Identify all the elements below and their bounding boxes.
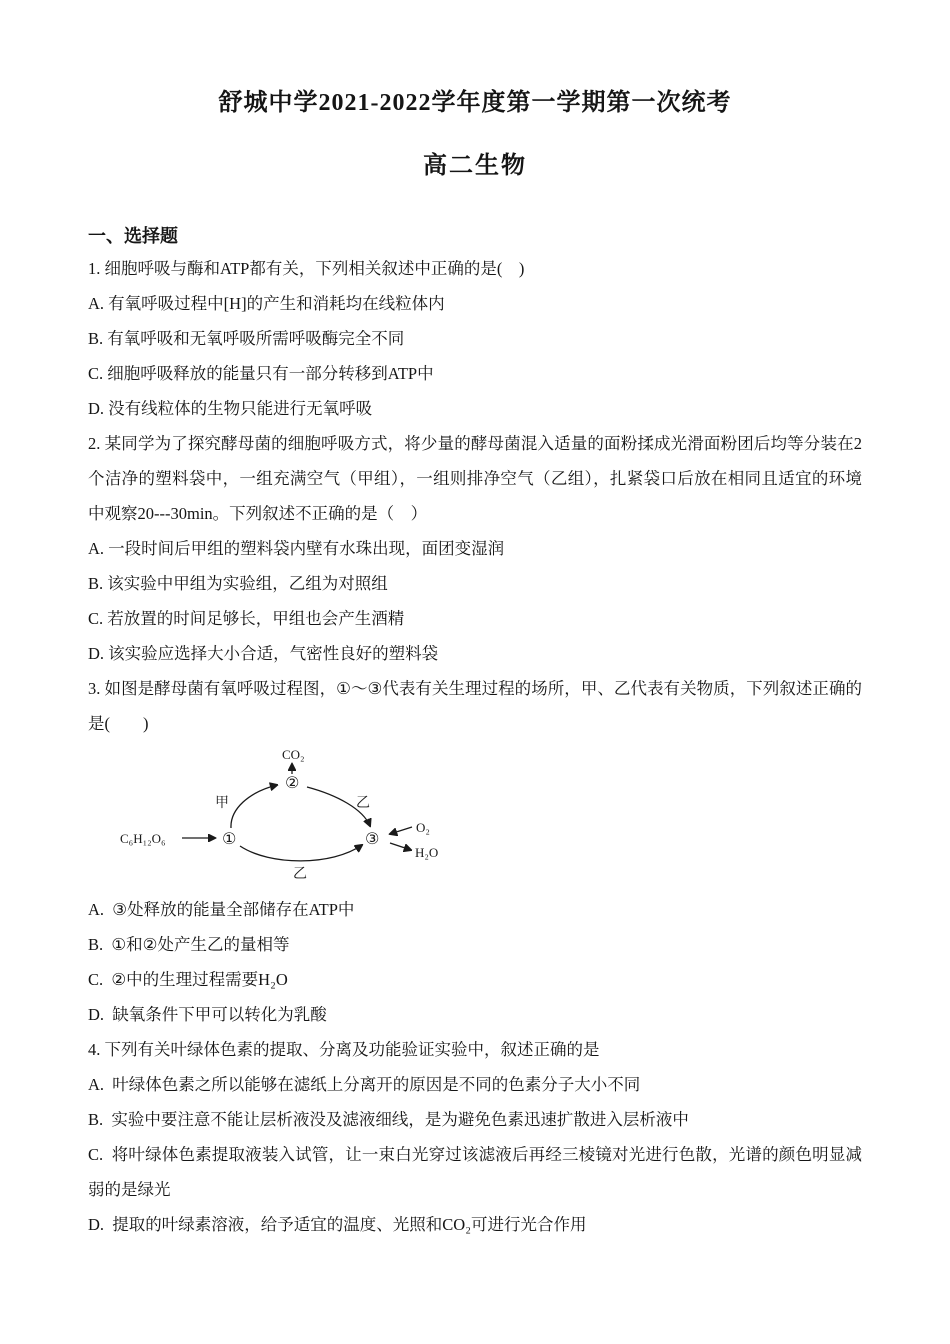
arrow-step1-to-step2 [231,785,277,828]
question-1-option-d: D. 没有线粒体的生物只能进行无氧呼吸 [88,398,373,418]
arrow-step3-to-h2o [390,843,411,850]
question-2 [88,426,862,671]
diagram-label-yi-lower: 乙 [293,866,307,882]
exam-subject: 高二生物 [423,153,527,179]
question-2-option-a: A. 一段时间后甲组的塑料袋内壁有水珠出现，面团变湿润 [88,538,505,558]
question-1 [88,251,862,426]
diagram-label-glucose: C₆H₁₂O₆ [120,830,166,846]
question-3-option-d: D. 缺氧条件下甲可以转化为乳酸 [88,1004,327,1024]
question-1-option-a: A. 有氧呼吸过程中[H]的产生和消耗均在线粒体内 [88,293,445,313]
question-1-option-b: B. 有氧呼吸和无氧呼吸所需呼吸酶完全不同 [88,328,405,348]
diagram-label-o2: O₂ [416,819,430,835]
arrow-step1-to-step3 [240,845,362,861]
question-2-option-b: B. 该实验中甲组为实验组，乙组为对照组 [88,573,388,593]
question-4-option-c: C. 将叶绿体色素提取液装入试管，让一束白光穿过该滤液后再经三棱镜对光进行色散，光谱的颜色明显减弱的是绿光 [88,1144,862,1199]
aerobic-respiration-diagram [88,741,862,892]
question-1-stem: 1. 细胞呼吸与酶和ATP都有关，下列相关叙述中正确的是( ) [88,258,525,278]
question-4-option-b: B. 实验中要注意不能让层析液没及滤液细线，是为避免色素迅速扩散进入层析液中 [88,1109,689,1129]
question-1-option-c: C. 细胞呼吸释放的能量只有一部分转移到ATP中 [88,363,434,383]
diagram-step3-circle: ③ [365,830,380,848]
question-2-option-d: D. 该实验应选择大小合适，气密性良好的塑料袋 [88,643,439,663]
question-4-option-d: D. 提取的叶绿素溶液，给予适宜的温度、光照和CO₂可进行光合作用 [88,1214,587,1234]
question-3-option-c: C. ②中的生理过程需要H₂O [88,969,288,989]
question-3 [88,671,862,1032]
diagram-step1-circle: ① [222,830,237,848]
diagram-label-jia: 甲 [215,795,229,811]
question-3-stem: 3. 如图是酵母菌有氧呼吸过程图，①～③代表有关生理过程的场所，甲、乙代表有关物质，下列叙述正确的是( ) [88,678,862,733]
question-3-option-b: B. ①和②处产生乙的量相等 [88,934,290,954]
diagram-label-yi-upper: 乙 [356,795,370,811]
respiration-diagram-svg [118,745,448,885]
arrow-o2-to-step3 [390,827,412,834]
diagram-label-h2o: H₂O [415,844,439,860]
diagram-label-co2: CO₂ [282,746,305,762]
question-4-option-a: A. 叶绿体色素之所以能够在滤纸上分离开的原因是不同的色素分子大小不同 [88,1074,641,1094]
question-3-option-a: A. ③处释放的能量全部储存在ATP中 [88,899,355,919]
question-2-option-c: C. 若放置的时间足够长，甲组也会产生酒精 [88,608,405,628]
section-heading-multiple-choice: 一、选择题 [88,225,178,246]
question-4-stem: 4. 下列有关叶绿体色素的提取、分离及功能验证实验中，叙述正确的是 [88,1039,600,1059]
question-2-stem: 2. 某同学为了探究酵母菌的细胞呼吸方式，将少量的酵母菌混入适量的面粉揉成光滑面粉团后均等分装在2个洁净的塑料袋中，一组充满空气（甲组），一组则排净空气（乙组），扎紧袋口后放在相同且适宜的环境中观察20---30min。下列叙述不正确的是（ ） [88,433,862,523]
exam-title: 舒城中学2021-2022学年度第一学期第一次统考 [218,90,732,116]
diagram-step2-circle: ② [285,774,300,792]
question-4 [88,1032,862,1242]
